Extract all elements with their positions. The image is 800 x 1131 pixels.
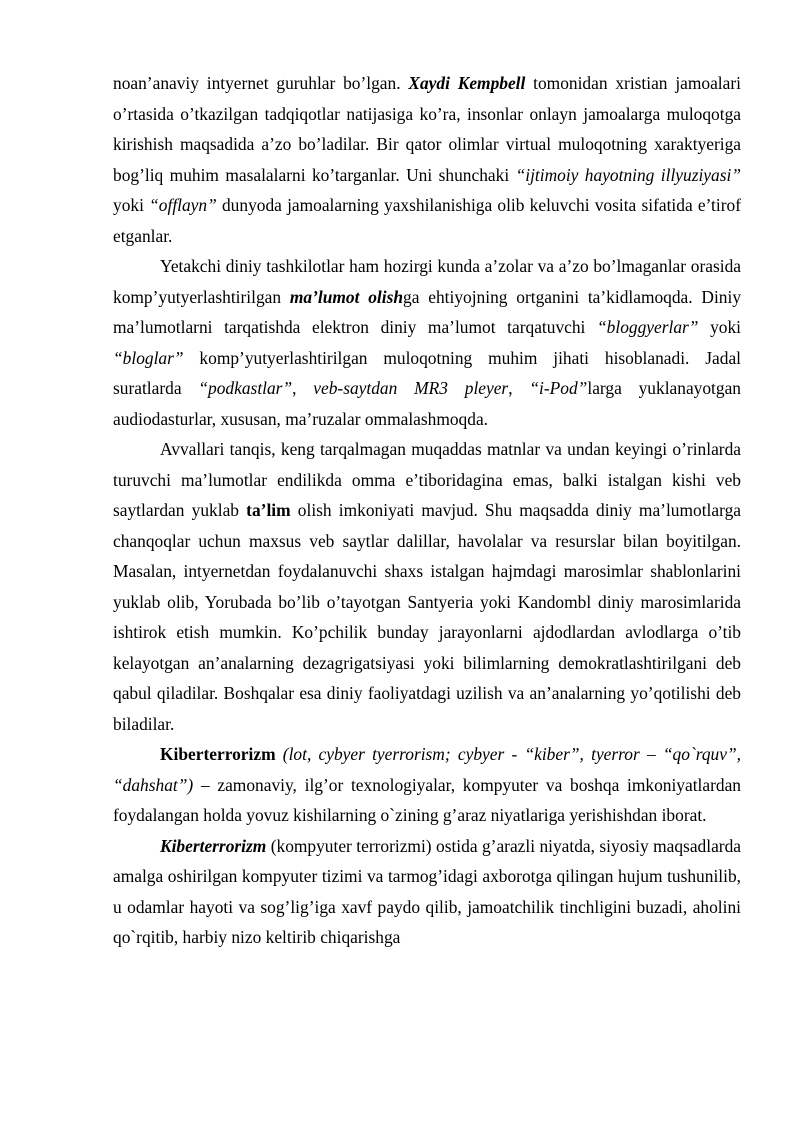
text-run: komp’yutyerlashtirilgan muloqotning muhim jihati hisoblanadi. Jadal suratlarda xyxy=(113,347,741,398)
text-run: yoki xyxy=(698,317,741,337)
text-run: , xyxy=(508,378,530,398)
text-run: olish imkoniyati mavjud. Shu maqsadda diniy ma’lumotlarga chanqoqlar uchun maxsus veb saytlar dalillar, havolalar va resurslar bilan boyitilgan. Masalan, intyernetdan foydalanuvchi shaxs istalgan hajmdagi marosimlar shablonlarini yuklab olib, Yorubada bo’lib o’tayotgan Santyeria yoki Kandombl diniy marosimlarida ishtirok etish mumkin. Ko’pchilik bunday jarayonlarni ajdodlardan avlodlarga o’tib kelayotgan an’analarning dezagrigatsiyasi yoki bilimlarning demokratlashtirilgani deb qabul qiladilar. Boshqalar esa diniy faoliyatdagi uzilish va an’analarning yo’qotilishi deb biladilar. xyxy=(113,500,741,734)
text-run: larga yuklanayotgan audiodasturlar, xususan, ma’ruzalar ommalashmoqda. xyxy=(113,378,741,429)
text-run: (kompyuter terrorizmi) ostida g’arazli niyatda, siyosiy maqsadlarda amalga oshirilgan kompyuter tizimi va tarmog’idagi axborotga qilingan hujum tushunilib, u odamlar hayoti va sog’lig’iga xavf paydo qilib, jamoatchilik tinchligini buzadi, aholini qo`rqitib, harbiy nizo keltirib chiqarishga xyxy=(113,835,741,947)
text-run: Avvallari tanqis, keng tarqalmagan muqaddas matnlar va undan keyingi o’rinlarda turuvchi ma’lumotlar endilikda omma e’tiboridagina emas, balki istalgan kishi veb saytlardan yuklab xyxy=(113,439,741,520)
italic-term: veb-saytdan MR3 pleyer xyxy=(313,378,509,398)
italic-quote: “offlayn” xyxy=(149,195,217,215)
text-run: dunyoda jamoalarning yaxshilanishiga olib keluvchi vosita sifatida e’tirof etganlar. xyxy=(113,195,742,246)
document-page xyxy=(113,68,741,953)
etymology: (lot, cybyer tyerrorism; cybyer - “kiber”, tyerror – “qo`rquv”, “dahshat”) xyxy=(113,744,741,795)
paragraph-5 xyxy=(113,831,741,953)
text-run: , xyxy=(292,378,314,398)
key-term: Kiberterrorizm xyxy=(160,835,267,856)
paragraph-2 xyxy=(113,251,741,434)
paragraph-4 xyxy=(113,739,741,831)
paragraph-1 xyxy=(113,68,741,251)
text-run: ga ehtiyojning ortganini ta’kidlamoqda. Diniy ma’lumotlarni tarqatishda elektron diniy ma’lumot tarqatuvchi xyxy=(113,286,742,337)
italic-quote: “ijtimoiy hayotning illyuziyasi” xyxy=(515,164,741,185)
key-term: ma’lumot olish xyxy=(289,286,404,307)
text-run: – zamonaviy, ilg’or texnologiyalar, kompyuter va boshqa imkoniyatlardan foydalangan holda yovuz kishilarning o`zining g’araz niyatlariga yerishishdan iborat. xyxy=(113,774,741,825)
author-name: Xaydi Kempbell xyxy=(408,73,526,93)
italic-quote: “bloggyerlar” xyxy=(597,317,699,337)
key-term: ta’lim xyxy=(246,500,291,520)
text-run: yoki xyxy=(113,195,150,215)
text-run: Yetakchi diniy tashkilotlar ham hozirgi kunda a’zolar va a’zo bo’lmaganlar orasida komp’yutyerlashtirilgan xyxy=(113,256,741,307)
italic-quote: “i-Pod” xyxy=(529,378,588,398)
key-term: Kiberterrorizm xyxy=(160,744,276,764)
text-run xyxy=(276,744,283,764)
paragraph-3 xyxy=(113,434,741,739)
italic-quote: “podkastlar” xyxy=(198,378,293,398)
text-run: noan’anaviy intyernet guruhlar bo’lgan. xyxy=(113,73,409,93)
italic-quote: “bloglar” xyxy=(113,347,184,368)
text-run: tomonidan xristian jamoalari o’rtasida o’tkazilgan tadqiqotlar natijasiga ko’ra, insonlar onlayn jamoalarga muloqotga kirishish maqsadida a’zo bo’ladilar. Bir qator olimlar virtual muloqotning xaraktyeriga bog’liq muhim masalalarni ko’targanlar. Uni shunchaki xyxy=(113,73,741,185)
